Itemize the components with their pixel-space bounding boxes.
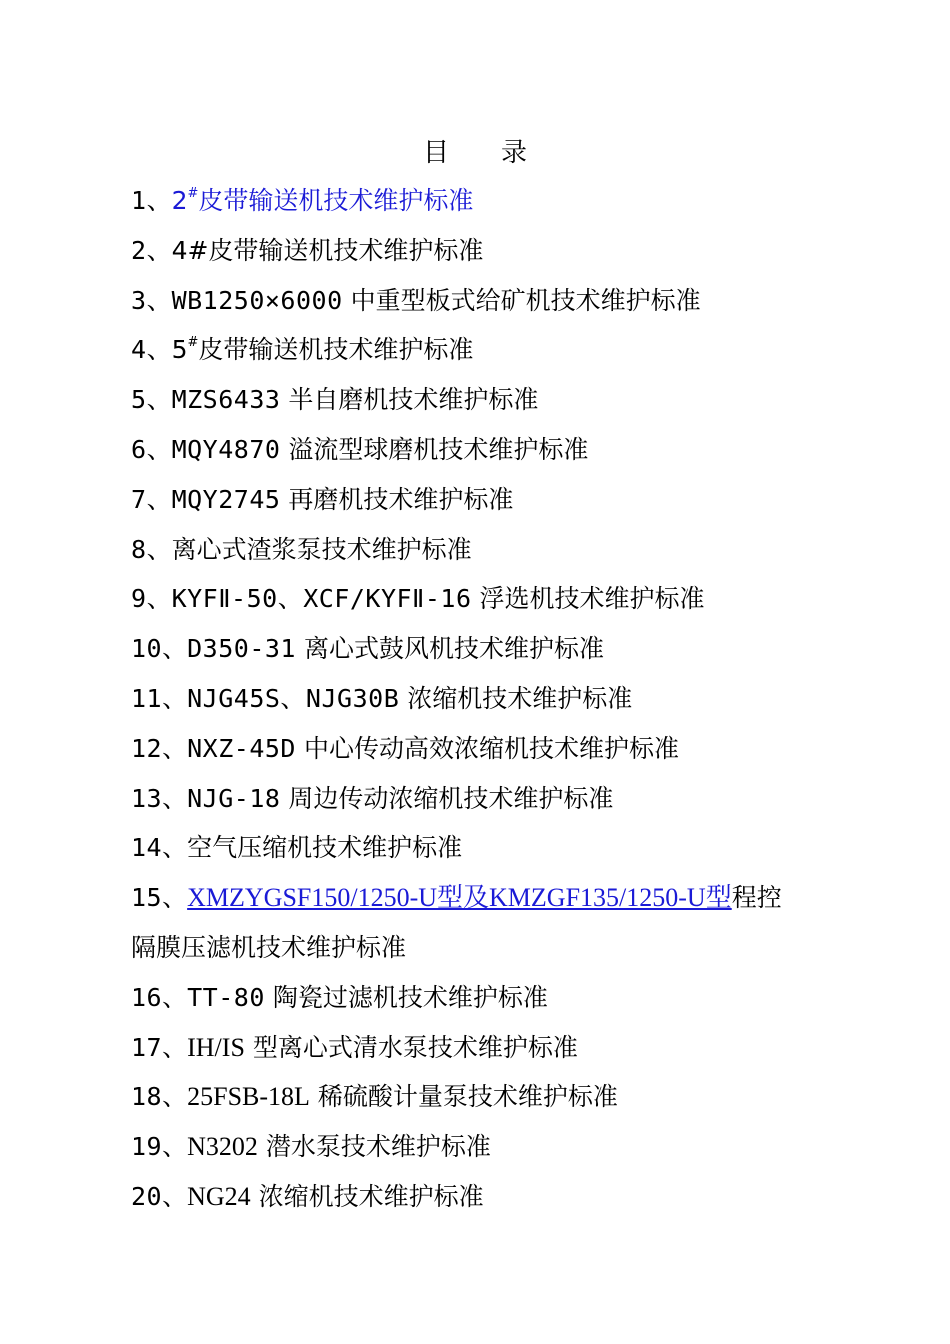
entry-title: 浓缩机技术维护标准: [407, 683, 633, 713]
toc-entry-10[interactable]: [131, 624, 831, 674]
entry-number: 8: [131, 534, 147, 564]
entry-model-code: D350-31: [187, 634, 296, 664]
entry-number: 10: [131, 634, 163, 664]
toc-entry-16[interactable]: [131, 973, 831, 1023]
entry-number: 20: [131, 1181, 163, 1211]
toc-entry-4[interactable]: [131, 325, 831, 375]
entry-number: 7: [131, 484, 147, 514]
toc-entry-18[interactable]: [131, 1072, 831, 1122]
toc-entry-14[interactable]: [131, 823, 831, 873]
entry-title: 浮选机技术维护标准: [479, 584, 705, 614]
entry-separator: 、: [146, 434, 172, 464]
entry-separator: 、: [162, 733, 188, 763]
entry-separator: 、: [146, 534, 172, 564]
entry-model-code: MQY4870: [171, 434, 281, 464]
entry-number: 16: [131, 982, 163, 1012]
entry-model-code: NXZ-45D: [187, 733, 296, 763]
entry-title: 空气压缩机技术维护标准: [187, 833, 463, 863]
toc-entry-7[interactable]: [131, 475, 831, 525]
entry-number: 9: [131, 584, 147, 614]
entry-number: 6: [131, 434, 147, 464]
entry-number: 15: [131, 883, 163, 913]
toc-entry-8[interactable]: [131, 525, 831, 575]
entry-separator: 、: [146, 186, 172, 215]
entry-title: 陶瓷过滤机技术维护标准: [272, 982, 548, 1012]
entry-title: 皮带输送机技术维护标准: [198, 335, 474, 365]
entry-number: 5: [131, 385, 147, 415]
entry-superscript: #: [187, 335, 199, 351]
entry-number: 3: [131, 285, 147, 315]
toc-entry-2[interactable]: [131, 226, 831, 276]
entry-title: 溢流型球磨机技术维护标准: [288, 434, 589, 464]
toc-entry-9[interactable]: [131, 574, 831, 624]
entry-separator: 、: [146, 235, 172, 265]
entry-title: 周边传动浓缩机技术维护标准: [288, 783, 614, 813]
entry-separator: 、: [146, 484, 172, 514]
entry-title: 程控: [731, 883, 782, 913]
page-title: 目录: [422, 138, 579, 168]
entry-number: 1: [131, 186, 147, 215]
entry-title: 型离心式清水泵技术维护标准: [252, 1032, 578, 1062]
entry-model-code: IH/IS: [187, 1032, 245, 1062]
entry-separator: 、: [146, 584, 172, 614]
entry-number: 11: [131, 683, 163, 713]
entry-model-code: NJG-18: [187, 783, 281, 813]
toc-entry-1[interactable]: [131, 176, 831, 226]
entry-model-code: TT-80: [187, 982, 265, 1012]
entry-title: 再磨机技术维护标准: [288, 484, 514, 514]
entry-model-code: NJG45S、NJG30B: [187, 683, 400, 713]
entry-separator: 、: [146, 335, 172, 365]
entry-separator: 、: [162, 833, 188, 863]
entry-number: 19: [131, 1132, 163, 1162]
entry-prefix: 5: [171, 335, 188, 365]
entry-number: 4: [131, 335, 147, 365]
entry-separator: 、: [162, 1181, 188, 1211]
entry-title: 离心式鼓风机技术维护标准: [303, 634, 604, 664]
entry-title: 潜水泵技术维护标准: [265, 1132, 491, 1162]
entry-model-code: 25FSB-18L: [187, 1082, 310, 1112]
toc-entry-20[interactable]: [131, 1172, 831, 1222]
entry-title: 浓缩机技术维护标准: [258, 1181, 484, 1211]
table-of-contents: [131, 176, 831, 1222]
entry-hyperlink[interactable]: XMZYGSF150/1250-U型及KMZGF135/1250-U型: [187, 883, 732, 913]
entry-separator: 、: [162, 982, 188, 1012]
toc-entry-13[interactable]: [131, 774, 831, 824]
entry-separator: 、: [162, 1032, 188, 1062]
toc-entry-11[interactable]: [131, 674, 831, 724]
entry-number: 14: [131, 833, 163, 863]
entry-title-continuation: 隔膜压滤机技术维护标准: [131, 932, 407, 962]
entry-title: 离心式渣浆泵技术维护标准: [171, 534, 472, 564]
entry-model-code: NG24: [187, 1181, 251, 1211]
entry-model-code: WB1250×6000: [171, 285, 343, 315]
entry-model-code: MZS6433: [171, 385, 281, 415]
toc-entry-12[interactable]: [131, 724, 831, 774]
entry-number: 13: [131, 783, 163, 813]
entry-superscript: #: [187, 185, 199, 201]
entry-separator: 、: [146, 285, 172, 315]
toc-entry-19[interactable]: [131, 1122, 831, 1172]
toc-entry-15-continuation[interactable]: [131, 923, 831, 973]
entry-separator: 、: [162, 1132, 188, 1162]
entry-title: 皮带输送机技术维护标准: [198, 186, 474, 215]
entry-title: 稀硫酸计量泵技术维护标准: [317, 1082, 618, 1112]
toc-entry-6[interactable]: [131, 425, 831, 475]
entry-separator: 、: [162, 883, 188, 913]
entry-separator: 、: [162, 634, 188, 664]
entry-separator: 、: [162, 1082, 188, 1112]
entry-number: 18: [131, 1082, 163, 1112]
entry-model-code: KYFⅡ-50、XCF/KYFⅡ-16: [171, 584, 472, 614]
entry-prefix: 2: [171, 186, 188, 215]
entry-number: 12: [131, 733, 163, 763]
entry-title: 中重型板式给矿机技术维护标准: [350, 285, 701, 315]
entry-model-code: N3202: [187, 1132, 258, 1162]
entry-title: 半自磨机技术维护标准: [288, 385, 539, 415]
entry-separator: 、: [162, 683, 188, 713]
entry-separator: 、: [146, 385, 172, 415]
entry-title: 中心传动高效浓缩机技术维护标准: [303, 733, 679, 763]
toc-entry-15[interactable]: [131, 873, 831, 923]
toc-entry-5[interactable]: [131, 375, 831, 425]
entry-number: 17: [131, 1032, 163, 1062]
toc-entry-3[interactable]: [131, 276, 831, 326]
toc-entry-17[interactable]: [131, 1023, 831, 1073]
entry-model-code: MQY2745: [171, 484, 281, 514]
entry-separator: 、: [162, 783, 188, 813]
entry-number: 2: [131, 235, 147, 265]
entry-title: 4#皮带输送机技术维护标准: [171, 235, 484, 265]
